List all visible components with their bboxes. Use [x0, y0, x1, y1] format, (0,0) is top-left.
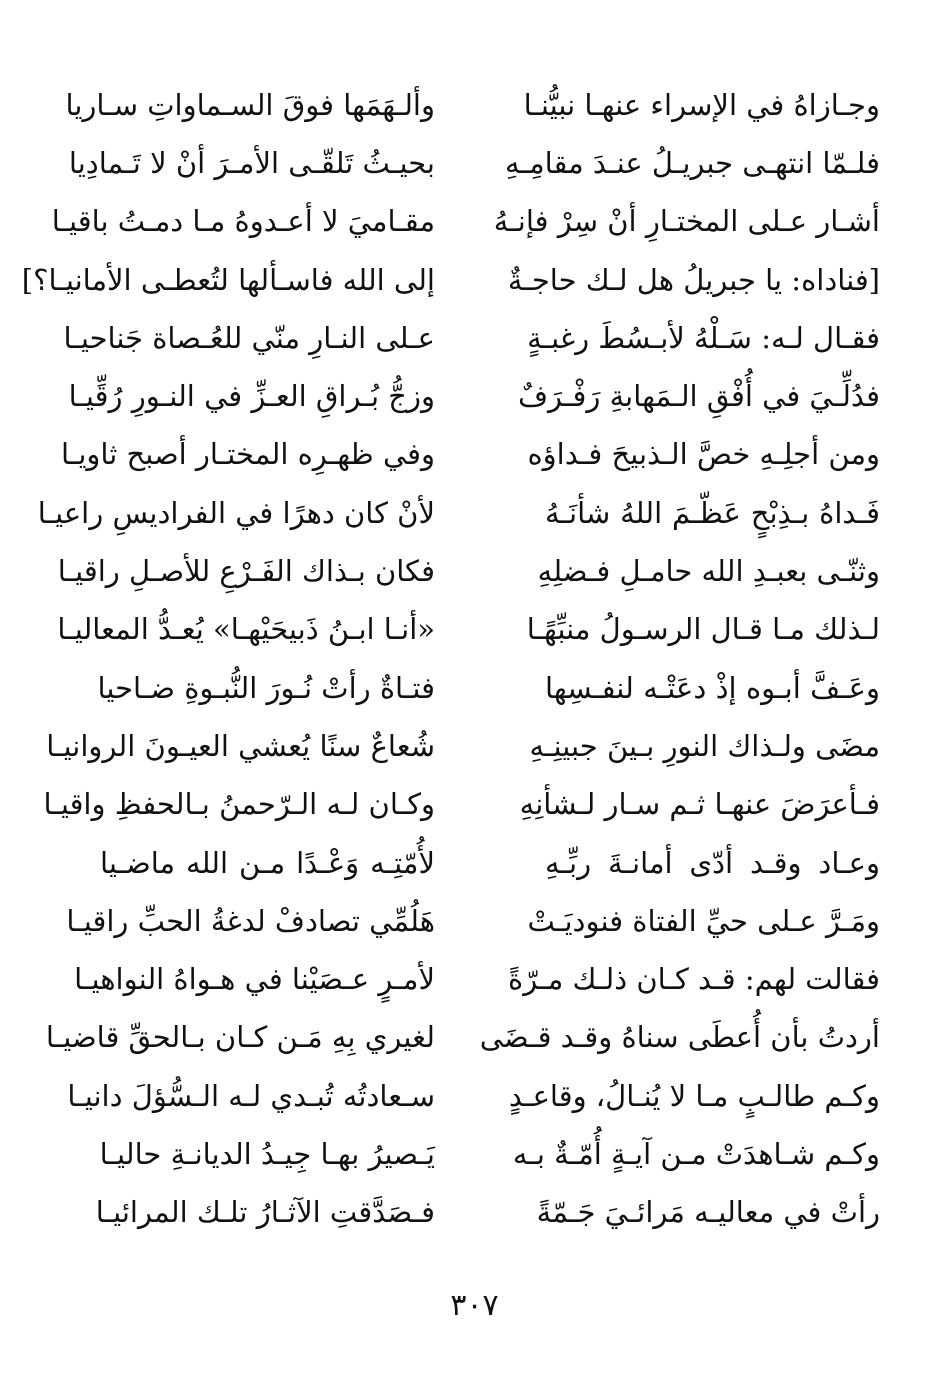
- verse-line: [74, 950, 880, 1008]
- second-hemistich: لأُمّتِـه وَعْـدًا مـن الله ماضـيا: [100, 845, 435, 880]
- second-hemistich: وزجُّ بُـراقِ العـزِّ في النـورِ رُقِّيـا: [68, 379, 435, 414]
- verse-line: [68, 367, 880, 425]
- verse-line: [100, 1125, 880, 1183]
- verse-line: [63, 309, 880, 367]
- first-hemistich: فَـداهُ بـذِبْحٍ عَظّـمَ اللهُ شأنَـهُ: [545, 495, 880, 530]
- first-hemistich: ومَـرَّ عـلى حيِّ الفتاة فنوديَـتْ: [527, 903, 880, 938]
- second-hemistich: فكان بـذاك الفَـرْعِ للأصـلِ راقيـا: [57, 554, 435, 589]
- first-hemistich: لـذلك مـا قـال الرسـولُ منبِّهًـا: [526, 612, 880, 647]
- second-hemistich: مقـاميَ لا أعـدوهُ مـا دمـتُ باقيـا: [51, 204, 435, 239]
- first-hemistich: وجـازاهُ في الإسراء عنهـا نبيُّنـا: [523, 87, 880, 122]
- second-hemistich: عـلى النـارِ منّي للعُـصاة جَناحيـا: [63, 320, 435, 355]
- first-hemistich: فقالت لهم: قـد كـان ذلـك مـرّةً: [508, 962, 880, 997]
- verse-line: [43, 776, 880, 834]
- second-hemistich: وألـهَمَها فوقَ السـماواتِ سـاريا: [65, 87, 435, 122]
- verse-line: [68, 134, 880, 192]
- verse-line: [46, 717, 880, 775]
- first-hemistich: وثنّـى بعبـدِ الله حامـلِ فـضلِهِ: [537, 554, 880, 589]
- second-hemistich: بحيـثُ تَلقّـى الأمـرَ أنْ لا تَـمادِيا: [68, 145, 435, 180]
- first-hemistich: فـأعرَضَ عنهـا ثـم سـار لـشأنِهِ: [519, 787, 880, 822]
- verse-line: [66, 892, 880, 950]
- first-hemistich: مضَى ولـذاك النورِ بـينَ جبينِـهِ: [529, 728, 880, 763]
- first-hemistich: فلـمّا انتهـى جبريـلُ عنـدَ مقامِـهِ: [505, 145, 880, 180]
- second-hemistich: هَلُمِّي تصادفْ لدغةُ الحبِّ راقيـا: [66, 903, 435, 938]
- first-hemistich: ومن أجلِـهِ خصَّ الـذبيحَ فـداؤه: [527, 437, 880, 472]
- verse-line: [57, 601, 880, 659]
- second-hemistich: شُعاعٌ سنًا يُعشي العيـونَ الروانيـا: [46, 728, 435, 763]
- second-hemistich: «أنـا ابـنُ ذَبيحَيْهـا» يُعـدُّ المعاليـا: [57, 612, 435, 647]
- first-hemistich: أردتُ بأن أُعطَى سناهُ وقـد قـضَى: [479, 1020, 880, 1055]
- verse-line: [97, 659, 880, 717]
- second-hemistich: لأمـرٍ عـصَيْنا في هـواهُ النواهيـا: [74, 962, 435, 997]
- second-hemistich: لغيري بِهِ مَـن كـان بـالحقِّ قاضيـا: [45, 1020, 435, 1055]
- verse-line: [95, 1184, 880, 1242]
- poem: [21, 76, 880, 1242]
- first-hemistich: رأتْ في معاليـه مَرائـيَ جَـمّةً: [536, 1195, 880, 1230]
- second-hemistich: لأنْ كان دهرًا في الفراديسِ راعيـا: [37, 495, 435, 530]
- verse-line: [61, 426, 880, 484]
- second-hemistich: وكـان لـه الـرّحمنُ بـالحفظِ واقيـا: [43, 787, 435, 822]
- second-hemistich: إلى الله فاسـألها لتُعطـى الأمانيـا؟]: [21, 262, 435, 297]
- second-hemistich: وفي ظهـرِه المختـار أصبح ثاويـا: [61, 437, 435, 472]
- verse-line: [67, 1067, 880, 1125]
- page-number: ٣٠٧: [450, 1288, 499, 1323]
- first-hemistich: فدُلِّـيَ في أُفْقِ الـمَهابةِ رَفْـرَفٌ: [517, 379, 880, 414]
- second-hemistich: سـعادتُه تُبـدي لـه الـسُّؤلَ دانيـا: [67, 1078, 435, 1113]
- first-hemistich: وعَـفَّ أبـوه إذْ دعَتْـه لنفـسِها: [545, 670, 880, 705]
- verse-line: [57, 542, 880, 600]
- second-hemistich: فتـاةٌ رأتْ نُـورَ النُّبـوةِ ضـاحيا: [97, 670, 435, 705]
- first-hemistich: فقـال لـه: سَـلْهُ لأبـسُطَ رغبـةٍ: [527, 320, 880, 355]
- first-hemistich: وكـم طالـبٍ مـا لا يُنـالُ، وقاعـدٍ: [508, 1078, 880, 1113]
- second-hemistich: فـصَدَّقتِ الآثـارُ تلـك المرائيـا: [95, 1195, 435, 1230]
- first-hemistich: أشـار عـلى المختـارِ أنْ سِرْ فإنـهُ: [493, 204, 880, 239]
- verse-line: [21, 251, 880, 309]
- verse-line: [37, 484, 880, 542]
- verse-line: [65, 76, 880, 134]
- first-hemistich: وعـاد وقـد أدّى أمانـةَ ربِّـهِ: [545, 845, 880, 880]
- first-hemistich: [فناداه: يا جبريلُ هل لـك حاجـةٌ: [507, 262, 880, 297]
- verse-line: [51, 193, 880, 251]
- verse-line: [45, 1009, 880, 1067]
- first-hemistich: وكـم شـاهدَتْ مـن آيـةٍ أُمّـةٌ بـه: [512, 1136, 880, 1171]
- second-hemistich: يَـصيرُ بهـا جِيـدُ الديانـةِ حاليـا: [99, 1136, 435, 1171]
- verse-line: [100, 834, 880, 892]
